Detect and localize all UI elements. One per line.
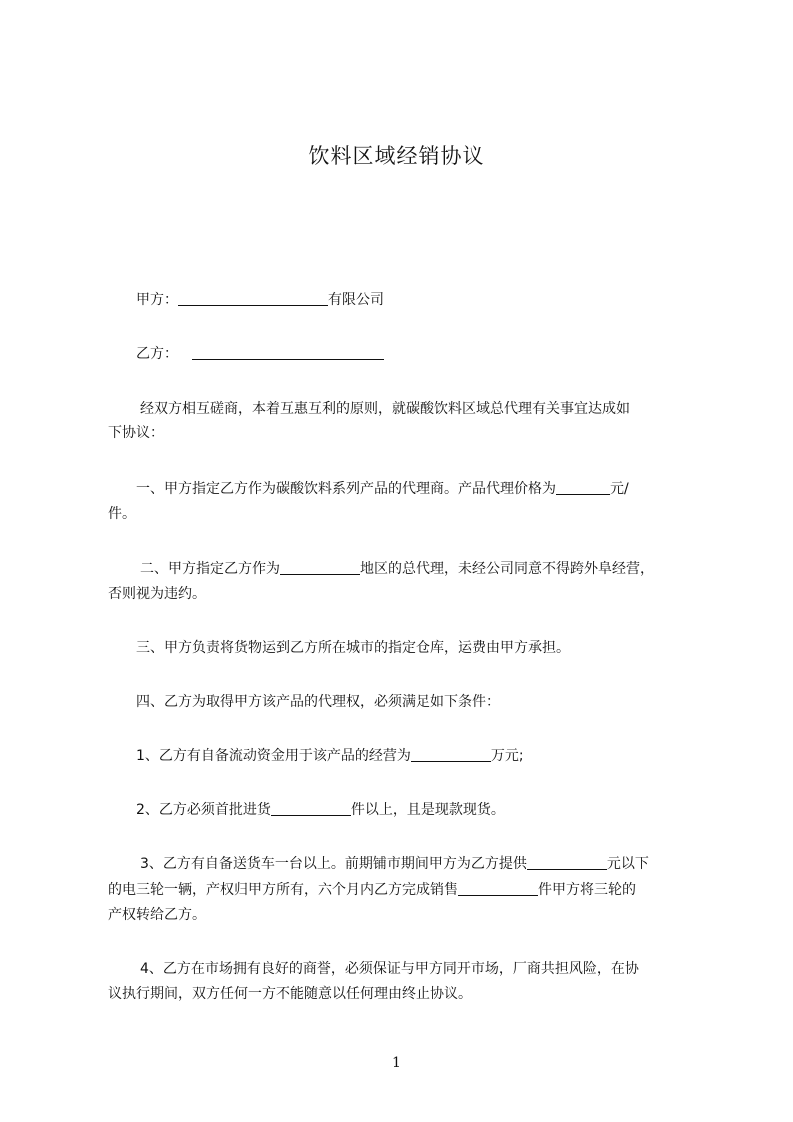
party-a-suffix: 有限公司	[328, 292, 384, 308]
first-order-quantity-blank	[271, 800, 351, 816]
condition-3-line-1	[140, 852, 649, 876]
condition-3-text-c: 的电三轮一辆，产权归甲方所有，六个月内乙方完成销售	[108, 882, 458, 898]
condition-2	[136, 798, 505, 822]
party-a-label: 甲方：	[136, 292, 178, 308]
clause-1-text-a: 一、甲方指定乙方作为碳酸饮料系列产品的代理商。产品代理价格为	[136, 481, 556, 497]
clause-4: 四、乙方为取得甲方该产品的代理权，必须满足如下条件：	[136, 694, 500, 710]
party-b-label: 乙方：	[136, 346, 178, 362]
condition-3-text-b: 元以下	[606, 856, 649, 872]
intro-line-1: 经双方相互磋商，本着互惠互利的原则，就碳酸饮料区域总代理有关事宜达成如	[140, 401, 630, 417]
intro-line-2: 下协议：	[108, 425, 164, 441]
condition-4-line-2: 议执行期间，双方任何一方不能随意以任何理由终止协议。	[108, 986, 472, 1002]
clause-1-line-1	[136, 477, 629, 501]
sales-quantity-blank	[458, 880, 538, 896]
clause-3: 三、甲方负责将货物运到乙方所在城市的指定仓库，运费由甲方承担。	[136, 640, 570, 656]
condition-3-line-2	[108, 878, 636, 902]
tricycle-value-blank	[527, 854, 607, 870]
condition-3-text-d: 件甲方将三轮的	[538, 882, 636, 898]
document-title: 饮料区域经销协议	[308, 144, 485, 168]
clause-2-text-a: 二、甲方指定乙方作为	[140, 561, 280, 577]
condition-1-text-a: 1、乙方有自备流动资金用于该产品的经营为	[136, 748, 411, 764]
condition-3-line-3: 产权转给乙方。	[108, 907, 206, 923]
condition-1	[136, 744, 524, 768]
party-b-name-blank	[192, 344, 384, 360]
condition-4-line-1: 4、乙方在市场拥有良好的商誉，必须保证与甲方同开市场，厂商共担风险，在协	[140, 961, 639, 977]
party-a-line	[136, 288, 384, 312]
party-b-line	[136, 342, 384, 366]
condition-3-text-a: 3、乙方有自备送货车一台以上。前期铺市期间甲方为乙方提供	[140, 856, 527, 872]
condition-2-text-b: 件以上，且是现款现货。	[350, 802, 505, 818]
party-a-name-blank	[178, 290, 328, 306]
page-number: 1	[392, 1055, 401, 1071]
clause-2-line-2: 否则视为违约。	[108, 586, 206, 602]
clause-2-text-b: 地区的总代理，未经公司同意不得跨外阜经营，	[360, 561, 654, 577]
clause-1-line-2: 件。	[108, 506, 136, 522]
condition-2-text-a: 2、乙方必须首批进货	[136, 802, 271, 818]
region-blank	[280, 559, 360, 575]
agency-price-blank	[556, 479, 610, 495]
clause-1-text-b: 元/	[610, 481, 629, 497]
clause-2-line-1	[140, 557, 654, 581]
condition-1-text-b: 万元;	[490, 748, 524, 764]
working-capital-blank	[411, 746, 491, 762]
